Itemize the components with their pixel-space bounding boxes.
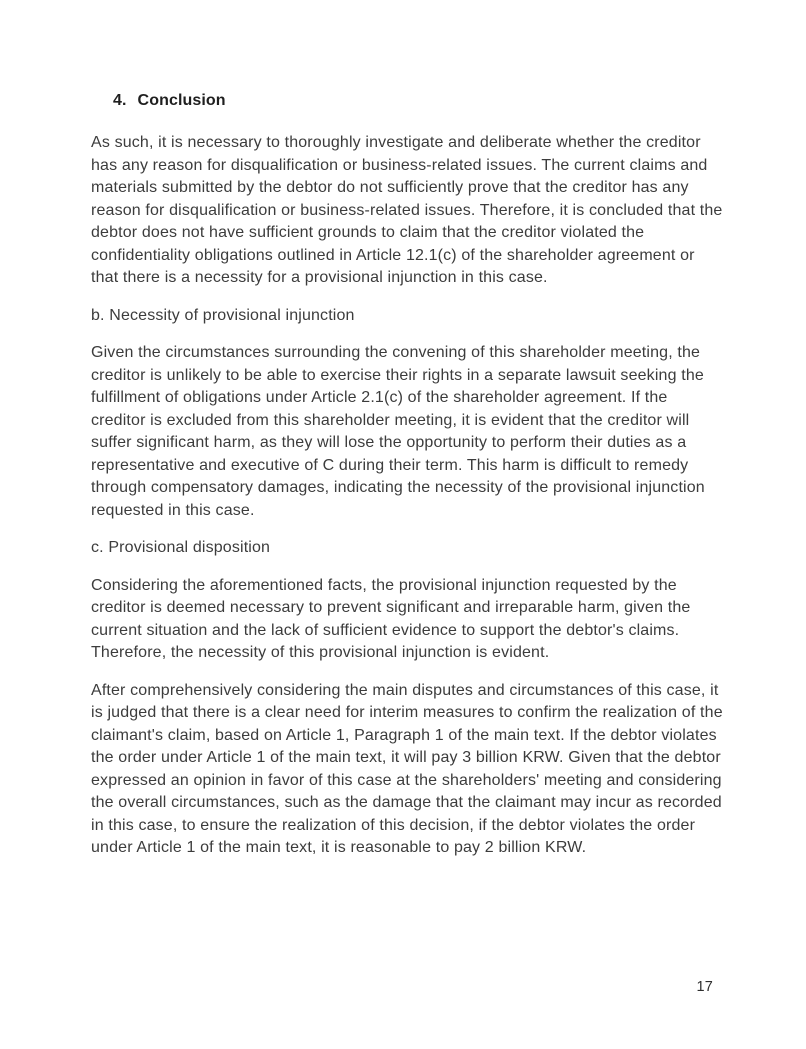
document-content	[91, 92, 723, 875]
section-heading-number: 4.	[113, 92, 127, 109]
paragraph-disposition: Considering the aforementioned facts, the provisional injunction requested by the creditor is deemed necessary to prevent significant and irreparable harm, given the current situation and the lack of sufficient evidence to support the debtor's claims. Therefore, the necessity of this provisional injunction is evident.	[91, 576, 691, 661]
subheading-necessity-of-provisional-injunction: b. Necessity of provisional injunction	[91, 306, 355, 324]
paragraph-necessity: Given the circumstances surrounding the convening of this shareholder meeting, the creditor is unlikely to be able to exercise their rights in a separate lawsuit seeking the fulfillment of obligations under Article 2.1(c) of the shareholder agreement. If the creditor is excluded from this shareholder meeting, it is evident that the creditor will suffer significant harm, as they will lose the opportunity to perform their duties as a representative and executive of C during their term. This harm is difficult to remedy through compensatory damages, indicating the necessity of the provisional injunction requested in this case.	[91, 344, 705, 519]
page-number: 17	[696, 979, 713, 995]
section-heading	[91, 92, 723, 110]
subheading-provisional-disposition: c. Provisional disposition	[91, 539, 271, 556]
section-heading-label: Conclusion	[137, 92, 226, 109]
paragraph-final-judgment: After comprehensively considering the main disputes and circumstances of this case, it is judged that there is a clear need for interim measures to confirm the realization of the claimant's claim, based on Article 1, Paragraph 1 of the main text. If the debtor violates the order under Article 1 of the main text, it will pay 3 billion KRW. Given that the debtor expressed an opinion in favor of this case at the shareholders' meeting and considering the overall circumstances, such as the damage that the claimant may incur as recorded in this case, to ensure the realization of this decision, if the debtor violates the order under Article 1 of the main text, it is reasonable to pay 2 billion KRW.	[91, 681, 723, 856]
paragraph-conclusion-1: As such, it is necessary to thoroughly investigate and deliberate whether the creditor has any reason for disqualification or business-related issues. The current claims and materials submitted by the debtor do not sufficiently prove that the creditor has any reason for disqualification or business-related issues. Therefore, it is concluded that the debtor does not have sufficient grounds to claim that the creditor violated the confidentiality obligations outlined in Article 12.1(c) of the shareholder agreement or that there is a necessity for a provisional injunction in this case.	[91, 134, 723, 286]
